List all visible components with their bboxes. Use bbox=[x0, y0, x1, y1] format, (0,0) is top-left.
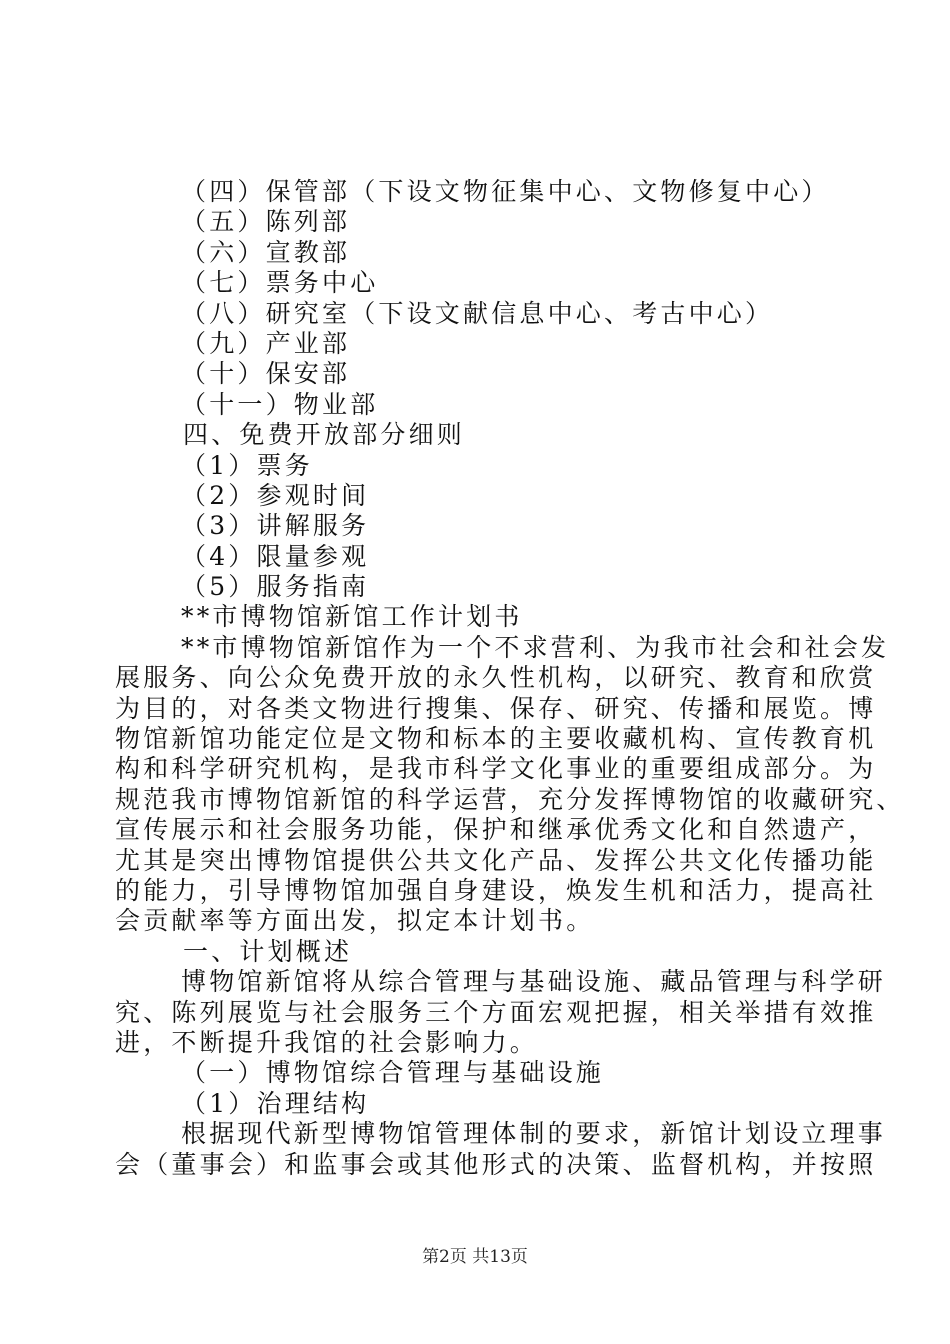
rule-item: （5）服务指南 bbox=[181, 572, 370, 602]
paragraph-line: 会（董事会）和监事会或其他形式的决策、监督机构，并按照 bbox=[115, 1149, 877, 1179]
rule-item: （2）参观时间 bbox=[181, 480, 370, 510]
paragraph-line: 进，不断提升我馆的社会影响力。 bbox=[115, 1027, 539, 1057]
department-item: （七）票务中心 bbox=[181, 268, 379, 298]
paragraph-line: 展服务、向公众免费开放的永久性机构，以研究、教育和欣赏 bbox=[115, 663, 877, 693]
section-heading: 四、免费开放部分细则 bbox=[183, 420, 466, 450]
section-heading: 一、计划概述 bbox=[183, 936, 353, 966]
governance-paragraph bbox=[115, 1119, 887, 1180]
paragraph-line: 为目的，对各类文物进行搜集、保存、研究、传播和展览。博 bbox=[115, 693, 877, 723]
paragraph-line: 尤其是突出博物馆提供公共文化产品、发挥公共文化传播功能 bbox=[115, 845, 877, 875]
subsection-heading: （一）博物馆综合管理与基础设施 bbox=[181, 1058, 605, 1088]
intro-paragraph bbox=[115, 632, 905, 937]
paragraph-line: 宣传展示和社会服务功能，保护和继承优秀文化和自然遗产， bbox=[115, 815, 877, 845]
plan-title: **市博物馆新馆工作计划书 bbox=[181, 602, 523, 632]
paragraph-line: 物馆新馆功能定位是文物和标本的主要收藏机构、宣传教育机 bbox=[115, 724, 877, 754]
document-body bbox=[115, 177, 905, 1180]
paragraph-line: 会贡献率等方面出发，拟定本计划书。 bbox=[115, 906, 595, 936]
rule-item: （4）限量参观 bbox=[181, 541, 370, 571]
department-item: （九）产业部 bbox=[181, 328, 351, 358]
overview-paragraph bbox=[115, 967, 887, 1058]
paragraph-line: 究、陈列展览与社会服务三个方面宏观把握，相关举措有效推 bbox=[115, 997, 877, 1027]
rule-item: （1）票务 bbox=[181, 450, 313, 480]
department-item: （六）宣教部 bbox=[181, 237, 351, 267]
department-item: （十一）物业部 bbox=[181, 389, 379, 419]
paragraph-line: 的能力，引导博物馆加强自身建设，焕发生机和活力，提高社 bbox=[115, 875, 877, 905]
department-item: （十）保安部 bbox=[181, 359, 351, 389]
department-item: （五）陈列部 bbox=[181, 207, 351, 237]
rule-item: （3）讲解服务 bbox=[181, 511, 370, 541]
paragraph-line: 构和科学研究机构，是我市科学文化事业的重要组成部分。为 bbox=[115, 754, 877, 784]
paragraph-line: **市博物馆新馆作为一个不求营利、为我市社会和社会发 bbox=[181, 632, 890, 662]
paragraph-line: 规范我市博物馆新馆的科学运营，充分发挥博物馆的收藏研究、 bbox=[115, 784, 905, 814]
department-item: （八）研究室（下设文献信息中心、考古中心） bbox=[181, 298, 774, 328]
page-number: 第2页 共13页 bbox=[422, 1247, 528, 1267]
paragraph-line: 博物馆新馆将从综合管理与基础设施、藏品管理与科学研 bbox=[181, 967, 887, 997]
item-heading: （1）治理结构 bbox=[181, 1088, 370, 1118]
paragraph-line: 根据现代新型博物馆管理体制的要求，新馆计划设立理事 bbox=[181, 1119, 887, 1149]
department-item: （四）保管部（下设文物征集中心、文物修复中心） bbox=[181, 177, 830, 206]
